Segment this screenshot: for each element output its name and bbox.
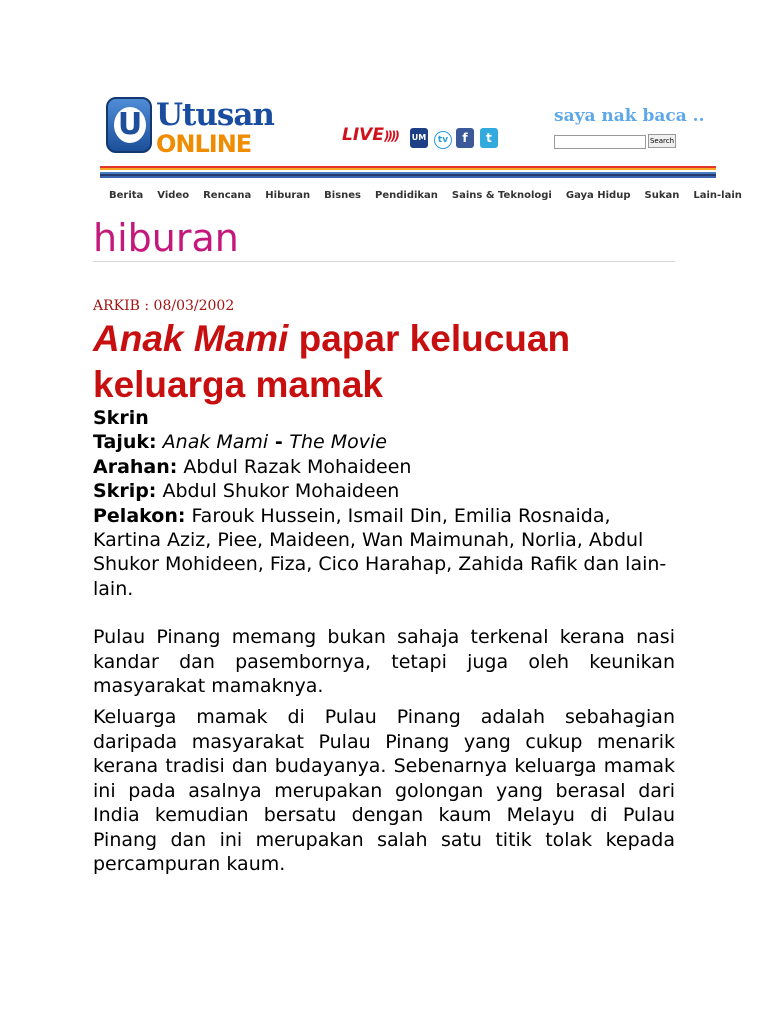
nav-item-gaya-hidup[interactable]: Gaya Hidup [565, 189, 631, 201]
paragraph-2: Keluarga mamak di Pulau Pinang adalah sebahagian daripada masyarakat Pulau Pinang yang cukup menarik kerana tradisi dan budayanya. Sebenarnya keluarga mamak ini pada asalnya merupakan golongan yang berasal dari India kemudian bersatu dengan kaum Melayu di Pulau Pinang dan ini merupakan salah satu titik tolak kepada percampuran kaum. [93, 706, 675, 875]
logo-text-online: ONLINE [156, 130, 252, 158]
twitter-icon[interactable]: t [480, 128, 498, 148]
header-stripes [100, 166, 716, 182]
facebook-icon[interactable]: f [456, 128, 474, 148]
um-icon[interactable]: UM [410, 128, 428, 148]
search-input[interactable] [554, 135, 646, 149]
section-divider [93, 261, 675, 262]
skrip-label: Skrip: [93, 480, 157, 503]
paragraph-1: Pulau Pinang memang bukan sahaja terkenal kerana nasi kandar dan pasembornya, tetapi juga oleh keunikan masyarakat mamaknya. [93, 626, 675, 698]
skrip-value: Abdul Shukor Mohaideen [162, 480, 400, 503]
article-title [93, 316, 693, 408]
article-title-rest: papar kelucuan keluarga mamak [93, 318, 571, 405]
archive-date: ARKIB : 08/03/2002 [93, 298, 235, 314]
nav-item-sains-teknologi[interactable]: Sains & Teknologi [451, 189, 552, 201]
utusan-online-logo[interactable] [106, 97, 274, 158]
tajuk-label: Tajuk: [93, 431, 157, 454]
stripe-blue-2 [100, 176, 716, 178]
article-title-italic: Anak Mami [93, 318, 289, 359]
section-title: hiburan [93, 216, 239, 260]
logo-badge-icon [106, 97, 152, 153]
article-body [93, 406, 675, 876]
saya-nak-baca-label: saya nak baca .. [554, 106, 705, 126]
nav-item-sukan[interactable]: Sukan [644, 189, 680, 201]
nav-item-berita[interactable]: Berita [109, 189, 144, 201]
nav-item-bisnes[interactable]: Bisnes [324, 189, 361, 201]
tajuk-value-2: The Movie [289, 431, 387, 454]
logo-letter: U [114, 107, 146, 143]
live-button[interactable] [342, 125, 398, 145]
main-nav [100, 187, 742, 203]
arahan-label: Arahan: [93, 455, 178, 478]
nav-item-video[interactable]: Video [157, 189, 190, 201]
credits-category: Skrin [93, 407, 149, 429]
nav-item-pendidikan[interactable]: Pendidikan [375, 189, 438, 201]
logo-text-utusan: Utusan [156, 97, 274, 133]
live-waves-icon: )))) [383, 129, 398, 143]
arahan-value: Abdul Razak Mohaideen [183, 455, 412, 478]
search-button[interactable]: Search [648, 134, 676, 148]
nav-item-rencana[interactable]: Rencana [203, 189, 252, 201]
site-header [100, 92, 716, 158]
tv-icon[interactable]: tv [434, 131, 452, 149]
pelakon-label: Pelakon: [93, 504, 186, 527]
pelakon-value: Farouk Hussein, Ismail Din, Emilia Rosnaida, Kartina Aziz, Piee, Maideen, Wan Maimunah, Norlia, Abdul Shukor Mohideen, Fiza, Cico Harahap, Zahida Rafik dan lain-lain. [93, 504, 667, 600]
nav-item-lain-lain[interactable]: Lain-lain [693, 189, 742, 201]
tajuk-value-1: Anak Mami [162, 431, 269, 454]
nav-item-hiburan[interactable]: Hiburan [265, 189, 311, 201]
tajuk-separator: - [268, 431, 290, 454]
live-label: LIVE [342, 125, 384, 145]
credits-block [93, 406, 675, 601]
